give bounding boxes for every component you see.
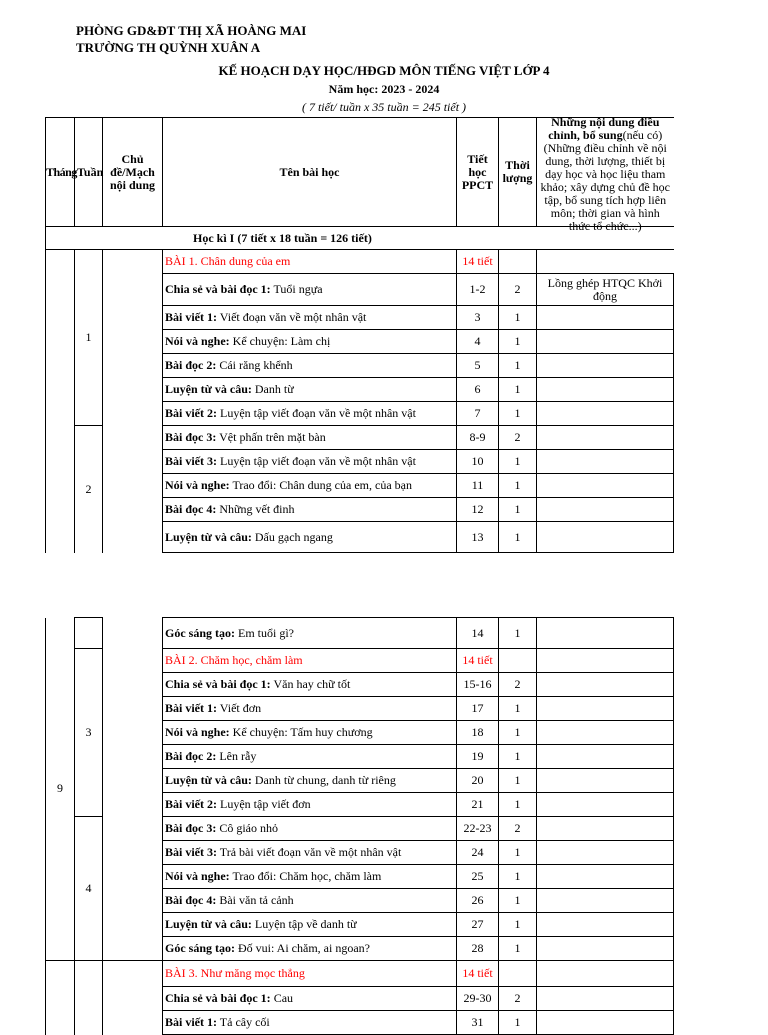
ppct-cell: 27 [457, 913, 499, 937]
lesson-type: Bài viết 1: [165, 1015, 217, 1029]
duration-cell: 1 [499, 697, 537, 721]
ppct-cell: 15-16 [457, 673, 499, 697]
lesson-type: Nói và nghe: [165, 725, 230, 739]
ppct-cell: 22-23 [457, 817, 499, 841]
lesson-type: Bài viết 2: [165, 406, 217, 420]
ppct-cell: 26 [457, 889, 499, 913]
duration-cell: 2 [499, 817, 537, 841]
notes-cell [537, 793, 674, 817]
lesson-type: Bài viết 1: [165, 310, 217, 324]
ppct-cell: 14 tiết [457, 961, 499, 987]
lesson-name-cell [163, 769, 457, 793]
period-formula: ( 7 tiết/ tuần x 35 tuần = 245 tiết ) [301, 100, 467, 114]
lesson-title: Luyện tập viết đơn [217, 797, 311, 811]
table-row [46, 961, 674, 987]
duration-cell: 1 [499, 1011, 537, 1035]
ppct-cell: 20 [457, 769, 499, 793]
notes-cell [537, 721, 674, 745]
lesson-name-cell [163, 937, 457, 961]
lesson-name-cell [163, 721, 457, 745]
lesson-name-cell [163, 865, 457, 889]
lesson-title: Lên rẫy [216, 749, 257, 763]
lesson-name-cell [163, 817, 457, 841]
lesson-name-cell [163, 793, 457, 817]
duration-cell: 2 [499, 673, 537, 697]
week-cell: 1 [75, 250, 103, 426]
lesson-type: Luyện từ và câu: [165, 773, 252, 787]
month-cell [46, 250, 75, 553]
col-notes-body: (Những điều chỉnh về nội dung, thời lượng, thiết bị dạy học và học liệu tham khảo; xây dựng chủ đề học tập, bổ sung tích hợp liên môn; thời gian và hình thức tổ chức...) [540, 141, 670, 233]
lesson-name-cell [163, 889, 457, 913]
ppct-cell: 28 [457, 937, 499, 961]
lesson-title: Luyện tập viết đoạn văn về một nhân vật [217, 454, 416, 468]
lesson-type: Nói và nghe: [165, 869, 230, 883]
col-notes-bold: chỉnh, bổ sung [548, 128, 623, 142]
lesson-name-cell [163, 402, 457, 426]
ppct-cell: 13 [457, 522, 499, 553]
lesson-name-cell [163, 618, 457, 649]
col-notes-header [537, 115, 674, 233]
lesson-type: Bài đọc 4: [165, 502, 217, 516]
duration-cell: 1 [499, 745, 537, 769]
lesson-name-cell [163, 250, 457, 274]
lesson-name-cell [163, 426, 457, 450]
lesson-type: Bài đọc 3: [165, 821, 217, 835]
lesson-type: Chia sẻ và bài đọc 1: [165, 282, 271, 296]
topic-cell [103, 618, 163, 961]
lesson-title: Bài văn tả cảnh [216, 893, 294, 907]
lesson-name-cell [163, 498, 457, 522]
table-row [46, 250, 674, 274]
duration-cell: 1 [499, 865, 537, 889]
notes-cell [537, 306, 674, 330]
unit-title: BÀI 2. Chăm học, chăm làm [165, 653, 303, 667]
lesson-title: Trả bài viết đoạn văn về một nhân vật [217, 845, 402, 859]
col-week-header: Tuần [75, 118, 103, 227]
document-title: KẾ HOẠCH DẠY HỌC/HĐGD MÔN TIẾNG VIỆT LỚP 4 [218, 63, 550, 78]
week-cell: 3 [75, 649, 103, 817]
notes-cell [537, 745, 674, 769]
table-row [46, 618, 674, 649]
notes-cell [537, 649, 674, 673]
lesson-name-cell [163, 913, 457, 937]
lesson-type: Bài viết 1: [165, 701, 217, 715]
lesson-type: Bài viết 2: [165, 797, 217, 811]
notes-cell [537, 498, 674, 522]
lesson-name-cell [163, 522, 457, 553]
duration-cell: 1 [499, 522, 537, 553]
lesson-type: Chia sẻ và bài đọc 1: [165, 677, 271, 691]
lesson-type: Nói và nghe: [165, 478, 230, 492]
notes-cell [537, 354, 674, 378]
lesson-type: Bài đọc 2: [165, 749, 217, 763]
notes-cell [537, 378, 674, 402]
notes-cell [537, 330, 674, 354]
school-name: TRƯỜNG TH QUỲNH XUÂN A [76, 40, 261, 55]
lesson-plan-table-page-2 [45, 617, 674, 1035]
notes-cell [537, 618, 674, 649]
lesson-name-cell [163, 378, 457, 402]
lesson-title: Những vết đinh [216, 502, 295, 516]
lesson-title: Cái răng khểnh [216, 358, 293, 372]
lesson-type: Góc sáng tạo: [165, 625, 235, 640]
notes-cell [537, 474, 674, 498]
lesson-title: Viết đoạn văn về một nhân vật [217, 310, 367, 324]
ppct-cell: 14 tiết [457, 250, 499, 274]
duration-cell: 2 [499, 426, 537, 450]
notes-cell [537, 841, 674, 865]
lesson-type: Bài viết 3: [165, 845, 217, 859]
lesson-name-cell [163, 354, 457, 378]
lesson-title: Luyện tập về danh từ [251, 917, 357, 931]
month-cell: 9 [46, 618, 75, 961]
week-cell: 4 [75, 817, 103, 961]
lesson-title: Cô giáo nhỏ [216, 821, 279, 835]
lesson-title: Tuổi ngựa [270, 282, 323, 296]
lesson-type: Bài đọc 3: [165, 430, 217, 444]
lesson-title: Trao đổi: Chân dung của em, của bạn [229, 478, 412, 492]
notes-cell [537, 913, 674, 937]
semester-label: Học kì I (7 tiết x 18 tuần = 126 tiết) [193, 230, 372, 245]
ppct-cell: 17 [457, 697, 499, 721]
ppct-cell: 4 [457, 330, 499, 354]
lesson-title: Trao đổi: Chăm học, chăm làm [229, 869, 382, 883]
lesson-name-cell [163, 306, 457, 330]
week-cell: 2 [75, 426, 103, 553]
lesson-name-cell [163, 841, 457, 865]
lesson-name-cell [163, 1011, 457, 1035]
duration-cell: 1 [499, 402, 537, 426]
notes-cell [537, 426, 674, 450]
lesson-type: Luyện từ và câu: [165, 382, 252, 396]
lesson-title: Kể chuyện: Làm chị [229, 334, 331, 348]
lesson-type: Chia sẻ và bài đọc 1: [165, 991, 271, 1005]
duration-cell [499, 250, 537, 274]
lesson-type: Góc sáng tạo: [165, 941, 235, 955]
lesson-name-cell [163, 673, 457, 697]
duration-cell: 1 [499, 769, 537, 793]
lesson-type: Bài viết 3: [165, 454, 217, 468]
col-ppct-header: Tiết học PPCT [457, 118, 499, 227]
lesson-type: Luyện từ và câu: [165, 529, 252, 544]
notes-cell [537, 697, 674, 721]
notes-cell [537, 522, 674, 553]
lesson-title: Em tuổi gì? [235, 625, 294, 640]
col-lesson-header: Tên bài học [163, 118, 457, 227]
duration-cell: 2 [499, 987, 537, 1011]
lesson-title: Danh từ [251, 382, 294, 396]
ppct-cell: 25 [457, 865, 499, 889]
duration-cell: 1 [499, 378, 537, 402]
lesson-name-cell [163, 697, 457, 721]
notes-cell [537, 865, 674, 889]
ppct-cell: 19 [457, 745, 499, 769]
week-cell [75, 961, 103, 1035]
ppct-cell: 24 [457, 841, 499, 865]
duration-cell: 1 [499, 889, 537, 913]
ppct-cell: 3 [457, 306, 499, 330]
duration-cell: 1 [499, 354, 537, 378]
ppct-cell: 5 [457, 354, 499, 378]
ppct-cell: 21 [457, 793, 499, 817]
ppct-cell: 11 [457, 474, 499, 498]
col-month-header: Tháng [46, 118, 75, 227]
lesson-name-cell [163, 745, 457, 769]
ppct-cell: 31 [457, 1011, 499, 1035]
lesson-type: Luyện từ và câu: [165, 917, 252, 931]
duration-cell: 1 [499, 474, 537, 498]
table-header-row [46, 118, 674, 227]
lesson-plan-table-page-1 [45, 117, 674, 553]
duration-cell: 1 [499, 937, 537, 961]
ppct-cell: 18 [457, 721, 499, 745]
notes-cell: Lồng ghép HTQC Khởi động [537, 274, 674, 306]
duration-cell: 1 [499, 913, 537, 937]
lesson-title: Đố vui: Ai chăm, ai ngoan? [235, 941, 370, 955]
lesson-title: Viết đơn [217, 701, 262, 715]
lesson-title: Dấu gạch ngang [251, 529, 333, 544]
month-cell [46, 961, 75, 1035]
duration-cell: 1 [499, 841, 537, 865]
notes-cell [537, 961, 674, 987]
duration-cell [499, 649, 537, 673]
notes-cell [537, 250, 674, 274]
lesson-name-cell [163, 961, 457, 987]
notes-cell [537, 769, 674, 793]
col-notes-top: Những nội dung điều [551, 115, 660, 129]
duration-cell: 1 [499, 618, 537, 649]
notes-cell [537, 987, 674, 1011]
department-name: PHÒNG GD&ĐT THỊ XÃ HOÀNG MAI [76, 23, 307, 38]
notes-cell [537, 889, 674, 913]
week-cell [75, 618, 103, 649]
ppct-cell: 6 [457, 378, 499, 402]
duration-cell: 1 [499, 721, 537, 745]
lesson-type: Bài đọc 4: [165, 893, 217, 907]
col-topic-header: Chủ đề/Mạch nội dung [103, 118, 163, 227]
lesson-name-cell [163, 649, 457, 673]
duration-cell: 1 [499, 793, 537, 817]
notes-cell [537, 673, 674, 697]
notes-cell [537, 937, 674, 961]
lesson-type: Nói và nghe: [165, 334, 230, 348]
school-year: Năm học: 2023 - 2024 [328, 82, 440, 96]
ppct-cell: 7 [457, 402, 499, 426]
notes-cell [537, 817, 674, 841]
notes-cell [537, 450, 674, 474]
notes-cell [537, 1011, 674, 1035]
topic-cell [103, 250, 163, 553]
duration-cell: 1 [499, 498, 537, 522]
topic-cell [103, 961, 163, 1035]
duration-cell: 1 [499, 450, 537, 474]
duration-cell [499, 961, 537, 987]
lesson-title: Tả cây cối [217, 1015, 270, 1029]
ppct-cell: 14 [457, 618, 499, 649]
lesson-title: Danh từ chung, danh từ riêng [251, 773, 396, 787]
duration-cell: 2 [499, 274, 537, 306]
unit-title: BÀI 1. Chân dung của em [165, 254, 291, 268]
lesson-title: Văn hay chữ tốt [270, 677, 351, 691]
lesson-name-cell [163, 987, 457, 1011]
notes-cell [537, 402, 674, 426]
duration-cell: 1 [499, 306, 537, 330]
ppct-cell: 14 tiết [457, 649, 499, 673]
ppct-cell: 1-2 [457, 274, 499, 306]
duration-cell: 1 [499, 330, 537, 354]
lesson-name-cell [163, 330, 457, 354]
lesson-title: Cau [270, 991, 294, 1005]
ppct-cell: 8-9 [457, 426, 499, 450]
lesson-name-cell [163, 274, 457, 306]
ppct-cell: 10 [457, 450, 499, 474]
lesson-name-cell [163, 450, 457, 474]
lesson-name-cell [163, 474, 457, 498]
col-notes-suffix: (nếu có) [622, 128, 663, 142]
lesson-title: Luyện tập viết đoạn văn về một nhân vật [217, 406, 416, 420]
ppct-cell: 29-30 [457, 987, 499, 1011]
lesson-type: Bài đọc 2: [165, 358, 217, 372]
lesson-title: Kể chuyện: Tấm huy chương [229, 725, 373, 739]
lesson-title: Vệt phấn trên mặt bàn [216, 430, 326, 444]
unit-title: BÀI 3. Như măng mọc thẳng [165, 966, 305, 980]
ppct-cell: 12 [457, 498, 499, 522]
col-duration-header: Thời lượng [499, 118, 537, 227]
